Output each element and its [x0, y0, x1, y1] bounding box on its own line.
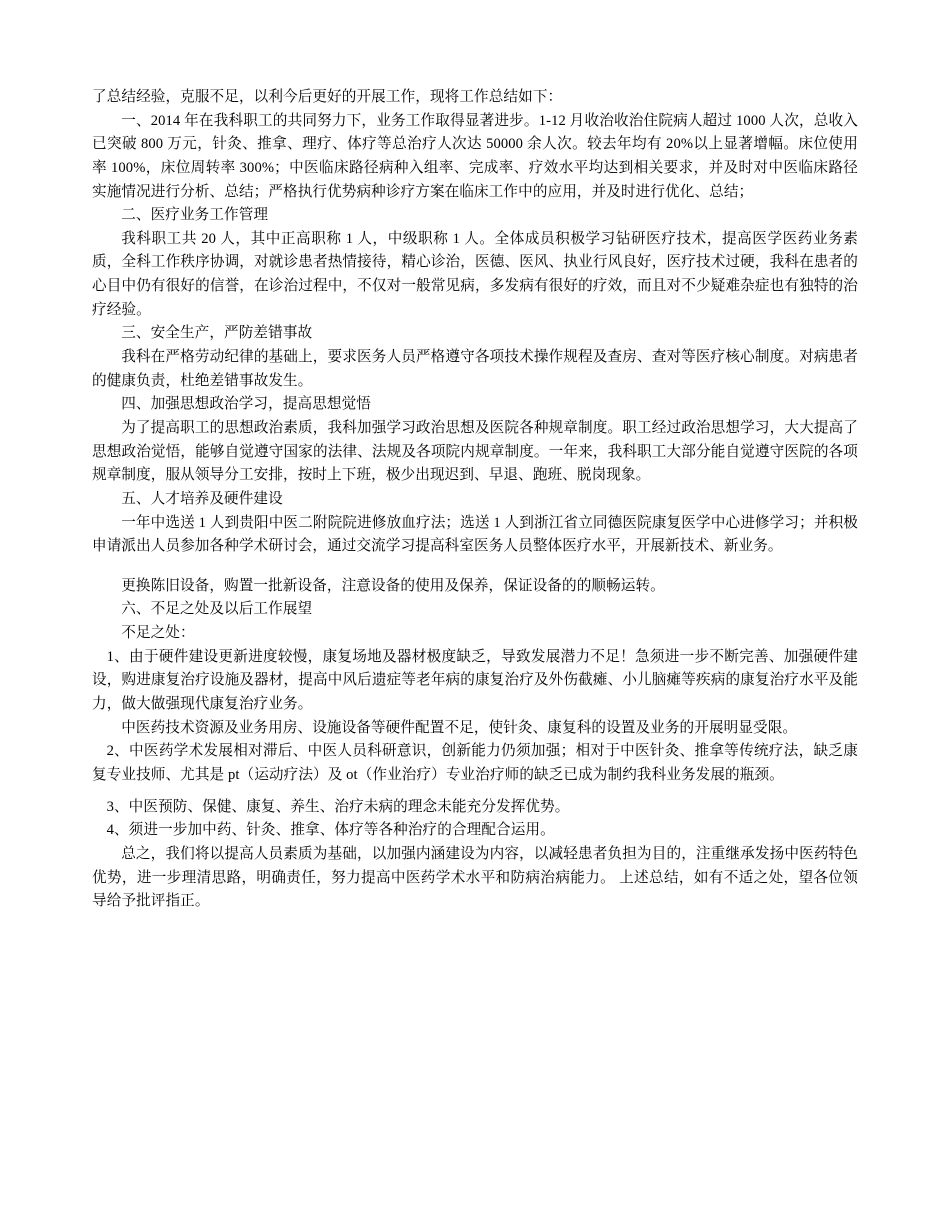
document-paragraph: 更换陈旧设备，购置一批新设备，注意设备的使用及保养，保证设备的的顺畅运转。: [121, 577, 665, 594]
document-paragraph: 了总结经验，克服不足，以利今后更好的开展工作，现将工作总结如下：: [92, 89, 563, 105]
document-paragraph: 中医药技术资源及业务用房、设施设备等硬件配置不足，使针灸、康复科的设置及业务的开展明显受限。: [121, 719, 798, 736]
document-paragraph: 一、2014 年在我科职工的共同努力下，业务工作取得显著进步。1-12 月收治收治住院病人超过 1000 人次，总收入已突破 800 万元，针灸、推拿、理疗、体疗等总治疗人次达 50000 余人次。较去年均有 20%以上显著增幅。床位使用率 100%，床位周转率 300%；中医临床路径病种入组率、完成率、疗效水平均达到相关要求，并及时对中医临床路径实施情况进行分析、总结；严格执行优势病种诊疗方案在临床工作中的应用，并及时进行优化、总结；: [92, 112, 858, 200]
document-paragraph: 3、中医预防、保健、康复、养生、治疗未病的理念未能充分发挥优势。: [106, 798, 570, 815]
document-paragraph: 总之，我们将以提高人员素质为基础，以加强内涵建设为内容，以减轻患者负担为目的，注重继承发扬中医药特色优势，进一步理清思路，明确责任，努力提高中医药学术水平和防病治病能力。 上述总结，如有不适之处，望各位领导给予批评指正。: [92, 845, 858, 910]
document-paragraph: 2、中医药学术发展相对滞后、中医人员科研意识，创新能力仍须加强；相对于中医针灸、推拿等传统疗法，缺乏康复专业技师、尤其是 pt（运动疗法）及 ot（作业治疗）专业治疗师的缺乏已成为制约我科业务发展的瓶颈。: [92, 743, 858, 783]
document-paragraph: 一年中选送 1 人到贵阳中医二附院院进修放血疗法；选送 1 人到浙江省立同德医院康复医学中心进修学习；并积极申请派出人员参加各种学术研讨会，通过交流学习提高科室医务人员整体医疗水平，开展新技术、新业务。: [92, 514, 858, 555]
document-paragraph: 4、须进一步加中药、针灸、推拿、体疗等各种治疗的合理配合运用。: [106, 822, 555, 839]
document-paragraph: 三、安全生产，严防差错事故: [121, 325, 313, 342]
document-paragraph: 二、医疗业务工作管理: [121, 207, 269, 224]
document-paragraph: 为了提高职工的思想政治素质，我科加强学习政治思想及医院各种规章制度。职工经过政治思想学习，大大提高了思想政治觉悟，能够自觉遵守国家的法律、法规及各项院内规章制度。一年来，我科职工大部分能自觉遵守医院的各项规章制度，服从领导分工安排，按时上下班，极少出现迟到、早退、跑班、脱岗现象。: [92, 419, 858, 484]
paragraph-spacer: [92, 559, 858, 575]
document-paragraph: 五、人才培养及硬件建设: [121, 490, 283, 507]
document-paragraph: 我科职工共 20 人，其中正高职称 1 人，中级职称 1 人。全体成员积极学习钻研医疗技术，提高医学医药业务素质，全科工作秩序协调，对就诊患者热情接待，精心诊治，医德、医风、执业行风良好，医疗技术过硬，我科在患者的心目中仍有很好的信誉，在诊治过程中，不仅对一般常见病，多发病有很好的疗效，而且对不少疑难杂症也有独特的治疗经验。: [92, 230, 858, 318]
document-paragraph: 我科在严格劳动纪律的基础上，要求医务人员严格遵守各项技术操作规程及查房、查对等医疗核心制度。对病患者的健康负责，杜绝差错事故发生。: [92, 349, 858, 389]
document-body: [92, 86, 858, 914]
document-paragraph: 四、加强思想政治学习，提高思想觉悟: [121, 396, 371, 413]
document-paragraph: 六、不足之处及以后工作展望: [121, 601, 313, 618]
document-paragraph: 1、由于硬件建设更新进度较慢，康复场地及器材极度缺乏，导致发展潜力不足！急须进一步不断完善、加强硬件建设，购进康复治疗设施及器材，提高中风后遗症等老年病的康复治疗及外伤截瘫、小儿脑瘫等疾病的康复治疗水平及能力，做大做强现代康复治疗业务。: [92, 648, 858, 713]
paragraph-spacer: [92, 788, 858, 796]
document-paragraph: 不足之处：: [121, 625, 195, 642]
